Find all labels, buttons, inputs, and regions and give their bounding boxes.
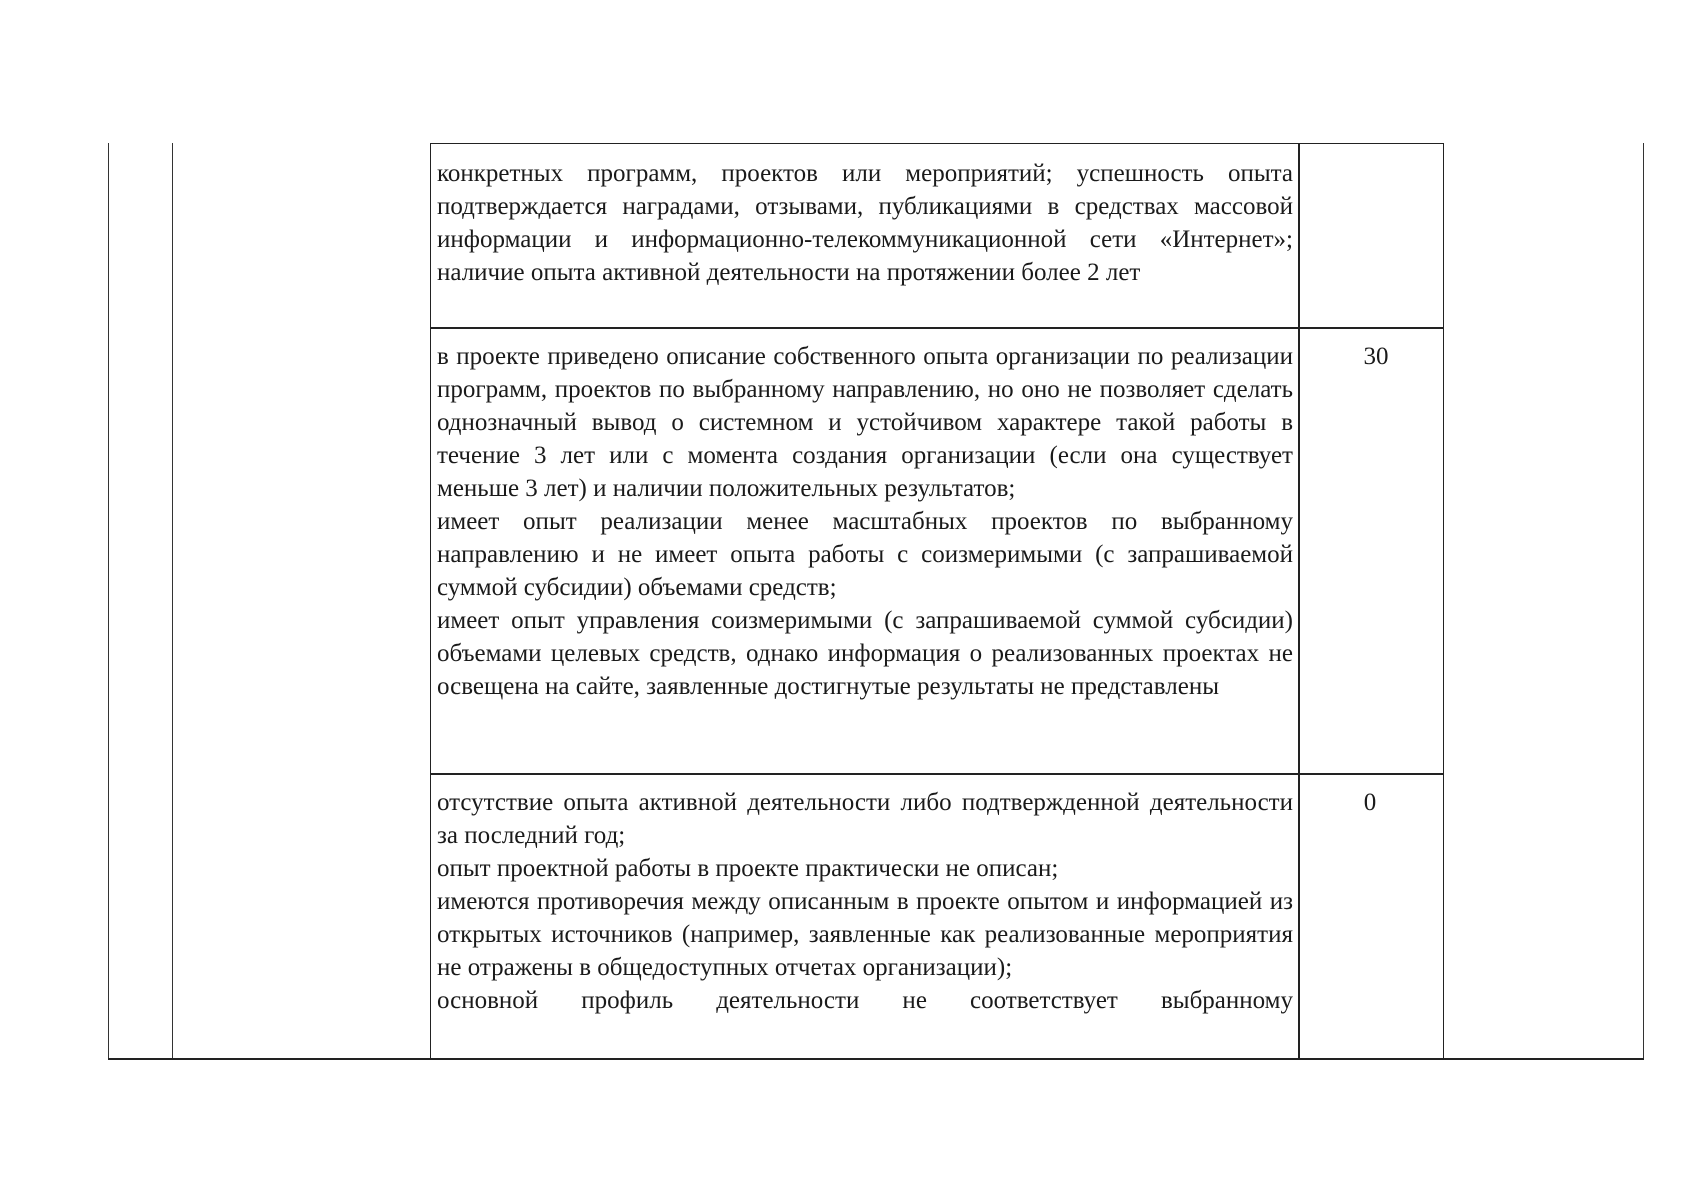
table-row-2-paragraph-1: в проекте приведено описание собственного опыта организации по реализации программ, проектов по выбранному направлению, но оно не позволяет сделать однозначный вывод о системном и устойчивом характере такой работы в течение 3 лет или с момента создания организации (если она существует меньше 3 лет) и наличии положительных результатов;	[437, 343, 1293, 502]
table-row-1-paragraph-2: наличие опыта активной деятельности на протяжении более 2 лет	[437, 259, 1141, 286]
table-row-2-score-cell	[1298, 327, 1444, 775]
table-row-3-paragraph-4: основной профиль деятельности не соответствует выбранному	[437, 987, 1293, 1014]
table-row-3-paragraph-2: опыт проектной работы в проекте практически не описан;	[437, 855, 1059, 882]
table-right-border	[1643, 143, 1644, 1059]
table-row-2-paragraph-2: имеет опыт реализации менее масштабных проектов по выбранному направлению и не имеет опыта работы с соизмеримыми (с запрашиваемой суммой субсидии) объемами средств;	[437, 508, 1293, 601]
table-row-3-description	[437, 786, 1293, 1017]
table-row-1-description	[437, 157, 1293, 289]
table-row-1-paragraph-1: конкретных программ, проектов или мероприятий; успешность опыта подтверждается наградами, отзывами, публикациями в средствах массовой информации и информационно-телекоммуникационной сети «Интернет»;	[437, 160, 1293, 253]
table-row-3-paragraph-1: отсутствие опыта активной деятельности либо подтвержденной деятельности за последний год;	[437, 789, 1293, 849]
table-row-2-description	[437, 340, 1293, 703]
table-row-2-score: 30	[1363, 343, 1389, 370]
table-left-border	[108, 143, 109, 1059]
column-number-border	[172, 143, 173, 1059]
table-row-1-score-cell	[1298, 143, 1444, 329]
table-row-3-score: 0	[1363, 789, 1377, 816]
table-row-3-paragraph-3: имеются противоречия между описанным в проекте опытом и информацией из открытых источников (например, заявленные как реализованные мероприятия не отражены в общедоступных отчетах организации);	[437, 888, 1293, 981]
table-row-2-paragraph-3: имеет опыт управления соизмеримыми (с запрашиваемой суммой субсидии) объемами целевых средств, однако информация о реализованных проектах не освещена на сайте, заявленные достигнутые результаты не представлены	[437, 607, 1293, 700]
